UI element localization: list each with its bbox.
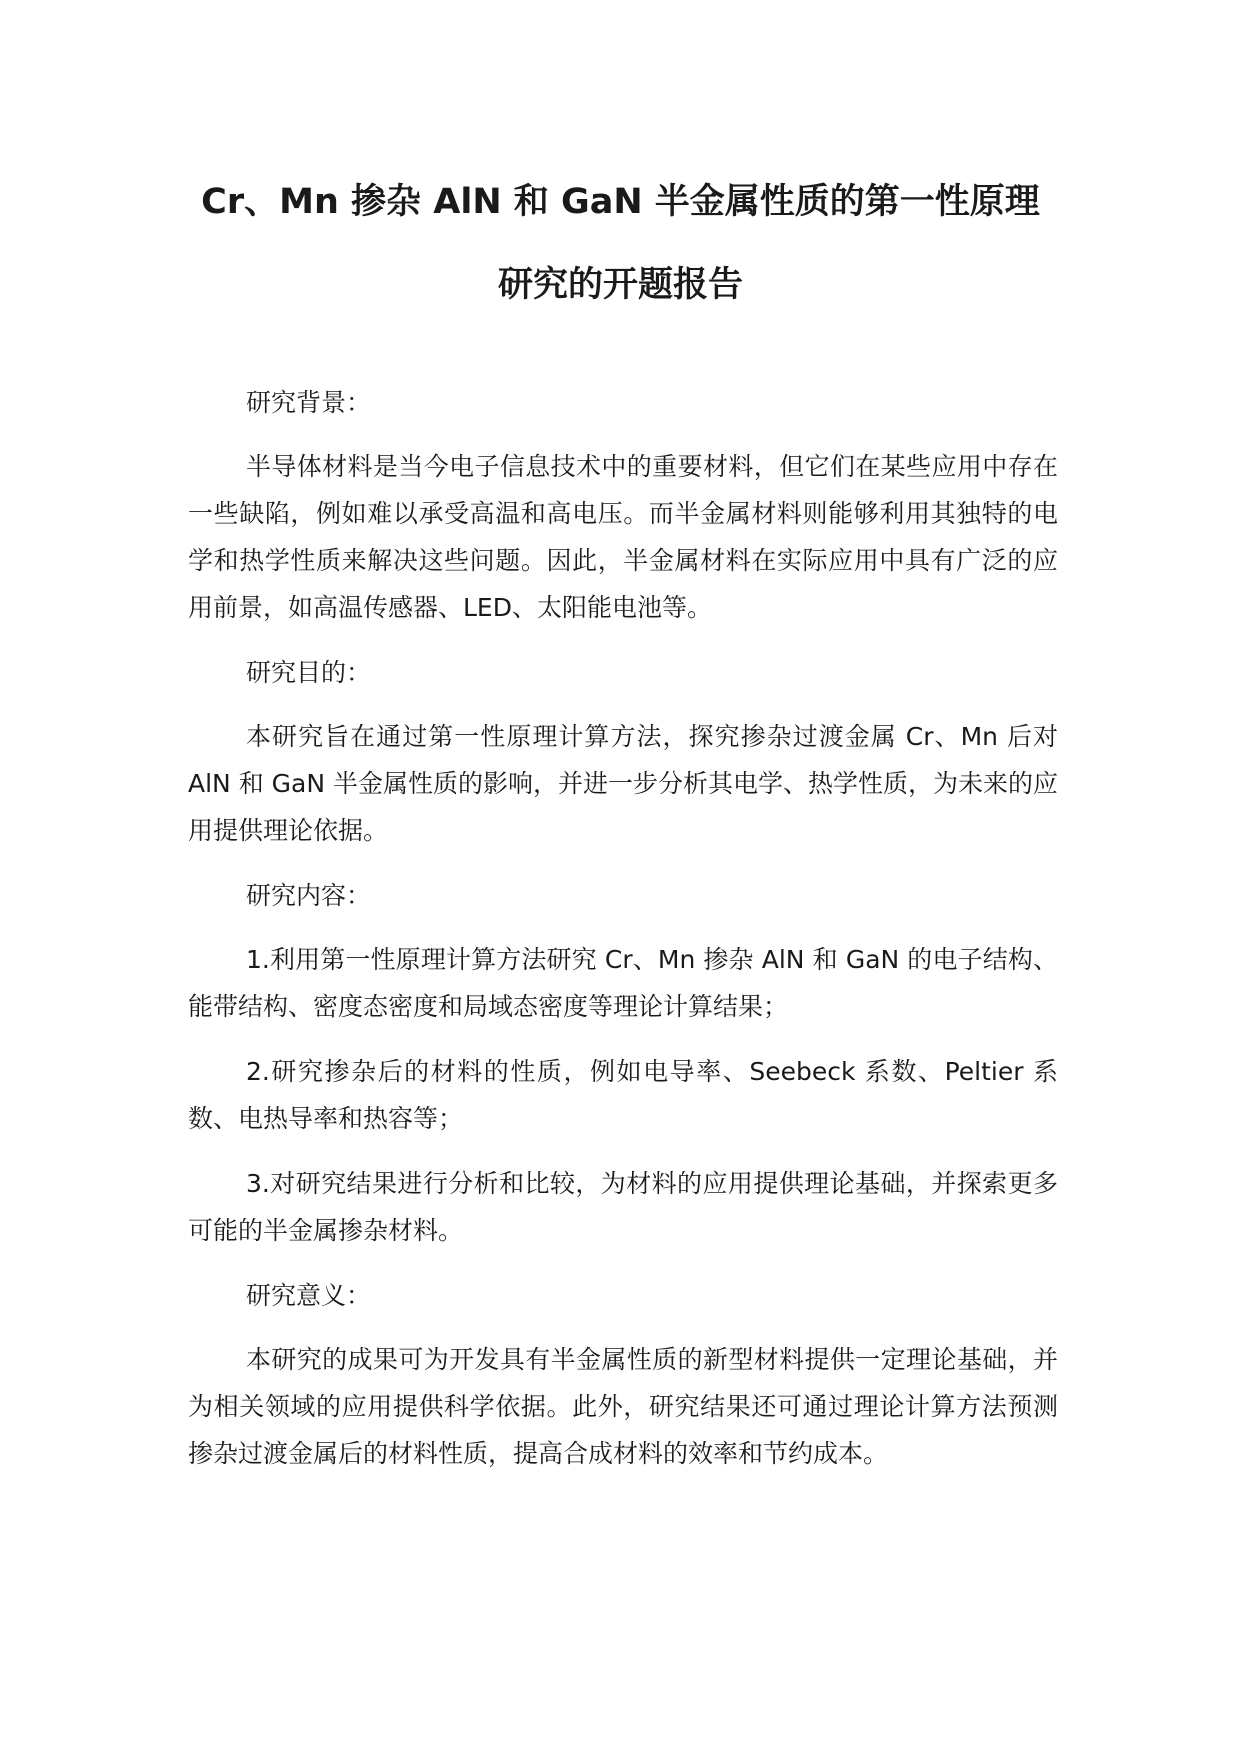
content-item-2: 2.研究掺杂后的材料的性质，例如电导率、Seebeck 系数、Peltier 系数、电热导率和热容等；: [188, 1057, 1058, 1133]
document-title-line-2: 研究的开题报告: [497, 265, 743, 305]
content-item-3: 3.对研究结果进行分析和比较，为材料的应用提供理论基础，并探索更多可能的半金属掺杂材料。: [188, 1169, 1058, 1245]
document-body: [188, 379, 1058, 1495]
content-item-1: 1.利用第一性原理计算方法研究 Cr、Mn 掺杂 AlN 和 GaN 的电子结构、能带结构、密度态密度和局域态密度等理论计算结果；: [188, 945, 1058, 1021]
section-heading-content: 研究内容：: [246, 881, 372, 910]
paragraph-purpose: 本研究旨在通过第一性原理计算方法，探究掺杂过渡金属 Cr、Mn 后对 AlN 和 GaN 半金属性质的影响，并进一步分析其电学、热学性质，为未来的应用提供理论依据。: [188, 722, 1058, 845]
paragraph-significance: 本研究的成果可为开发具有半金属性质的新型材料提供一定理论基础，并为相关领域的应用提供科学依据。此外，研究结果还可通过理论计算方法预测掺杂过渡金属后的材料性质，提高合成材料的效率和节约成本。: [188, 1345, 1058, 1468]
section-heading-background: 研究背景：: [246, 388, 372, 417]
paragraph-background: 半导体材料是当今电子信息技术中的重要材料，但它们在某些应用中存在一些缺陷，例如难以承受高温和高电压。而半金属材料则能够利用其独特的电学和热学性质来解决这些问题。因此，半金属材料在实际应用中具有广泛的应用前景，如高温传感器、LED、太阳能电池等。: [188, 452, 1058, 622]
section-heading-purpose: 研究目的：: [246, 658, 372, 687]
section-heading-significance: 研究意义：: [246, 1281, 372, 1310]
document-title-line-1: Cr、Mn 掺杂 AlN 和 GaN 半金属性质的第一性原理: [201, 182, 1040, 222]
